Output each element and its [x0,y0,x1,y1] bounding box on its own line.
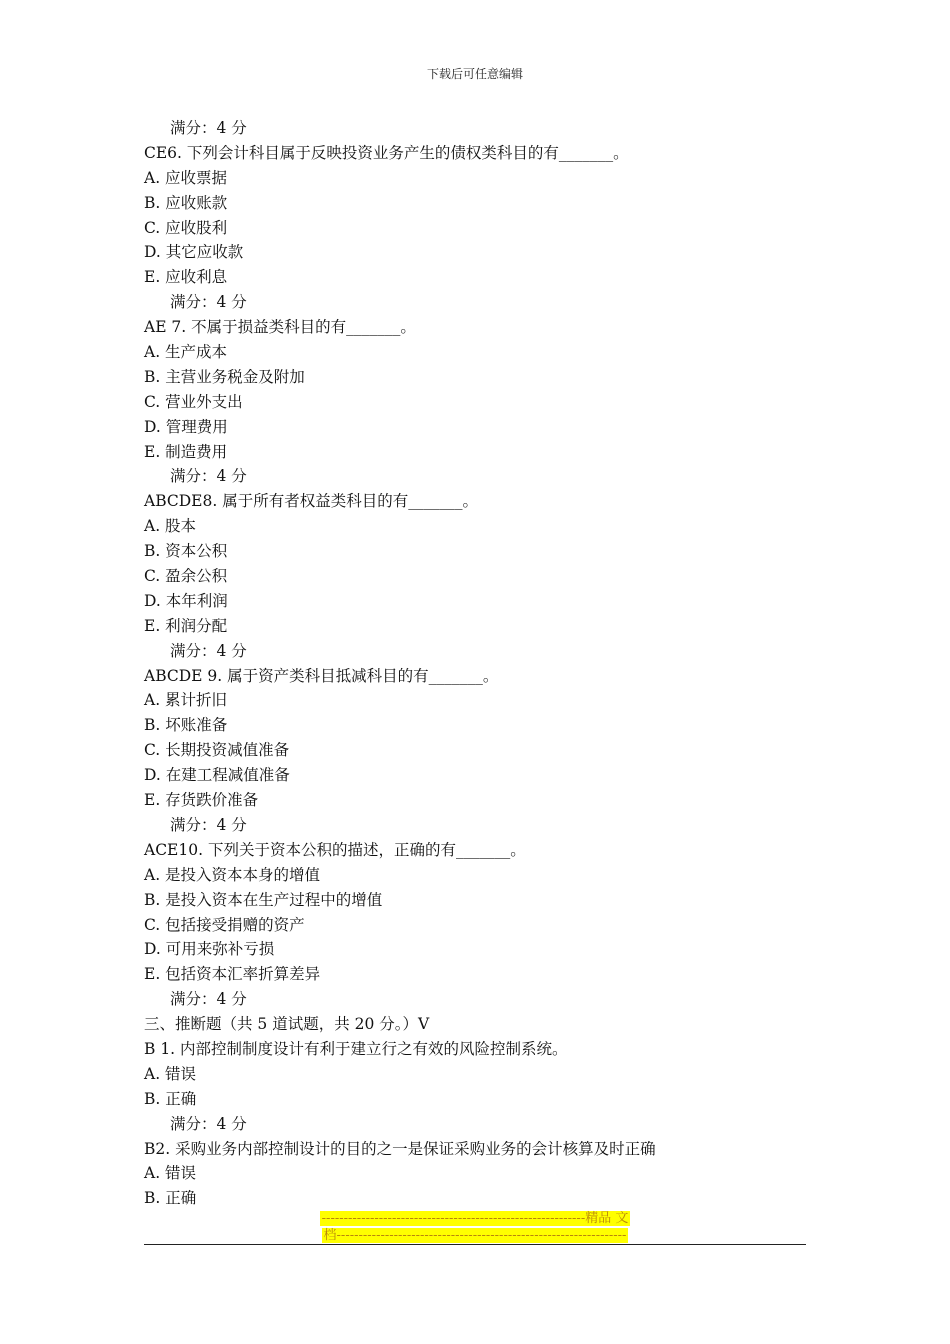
score-line: 满分：4 分 [170,641,247,660]
text-line: C. 应收股利 [144,218,228,237]
text-line: E. 应收利息 [144,268,228,287]
text-line: A. 错误 [144,1064,197,1083]
score-line: 满分：4 分 [170,467,247,486]
text-line: A. 应收票据 [144,168,228,187]
text-line: B. 坏账准备 [144,716,228,735]
text-line: B. 正确 [144,1189,197,1208]
text-line: B. 主营业务税金及附加 [144,367,305,386]
text-line: E. 包括资本汇率折算差异 [144,965,321,984]
score-line: 满分：4 分 [170,119,247,137]
score-line: 满分：4 分 [170,990,247,1009]
document-body [144,116,814,1211]
text-line: E. 利润分配 [144,616,228,635]
text-line: D. 管理费用 [144,417,228,436]
text-line: B. 是投入资本在生产过程中的增值 [144,890,383,909]
text-line: E. 制造费用 [144,442,228,461]
text-line: 三、推断题（共 5 道试题，共 20 分。）V [144,1015,430,1034]
text-line: ABCDE 9. 属于资产类科目抵减科目的有_______。 [144,666,499,685]
footer-rule [144,1244,806,1245]
footer-watermark-line-1 [0,1210,950,1227]
text-line: B. 应收账款 [144,193,228,212]
text-line: D. 可用来弥补亏损 [144,940,275,959]
text-line: B2. 采购业务内部控制设计的目的之一是保证采购业务的会计核算及时正确 [144,1139,656,1158]
text-line: A. 股本 [144,517,197,536]
text-line: A. 错误 [144,1164,197,1183]
text-line: C. 包括接受捐赠的资产 [144,915,305,934]
text-line: ACE10. 下列关于资本公积的描述，正确的有_______。 [144,840,526,859]
score-line: 满分：4 分 [170,293,247,312]
text-line: B. 正确 [144,1089,197,1108]
text-line: D. 在建工程减值准备 [144,766,290,785]
text-line: D. 本年利润 [144,591,228,610]
page-header: 下载后可任意编辑 [426,67,523,81]
text-line: B. 资本公积 [144,542,228,561]
text-line: A. 是投入资本本身的增值 [144,865,321,884]
text-line: C. 营业外支出 [144,392,243,411]
text-line: B 1. 内部控制制度设计有利于建立行之有效的风险控制系统。 [144,1039,568,1058]
text-line: D. 其它应收款 [144,243,244,262]
text-line: C. 长期投资减值准备 [144,741,290,760]
text-line: E. 存货跌价准备 [144,791,259,810]
footer-watermark-text-1: ------------------------------------------------------------精品 文 [321,1211,629,1226]
text-line: C. 盈余公积 [144,567,228,586]
footer-watermark-text-2: 档------------------------------------------------------------------ [323,1228,627,1243]
text-line: A. 生产成本 [144,343,228,362]
text-line: CE6. 下列会计科目属于反映投资业务产生的债权类科目的有_______。 [144,143,629,162]
text-line: ABCDE8. 属于所有者权益类科目的有_______。 [144,492,478,511]
score-line: 满分：4 分 [170,815,247,834]
text-line: A. 累计折旧 [144,691,228,710]
score-line: 满分：4 分 [170,1114,247,1133]
text-line: AE 7. 不属于损益类科目的有_______。 [144,318,416,337]
footer-watermark-line-2 [0,1227,950,1244]
